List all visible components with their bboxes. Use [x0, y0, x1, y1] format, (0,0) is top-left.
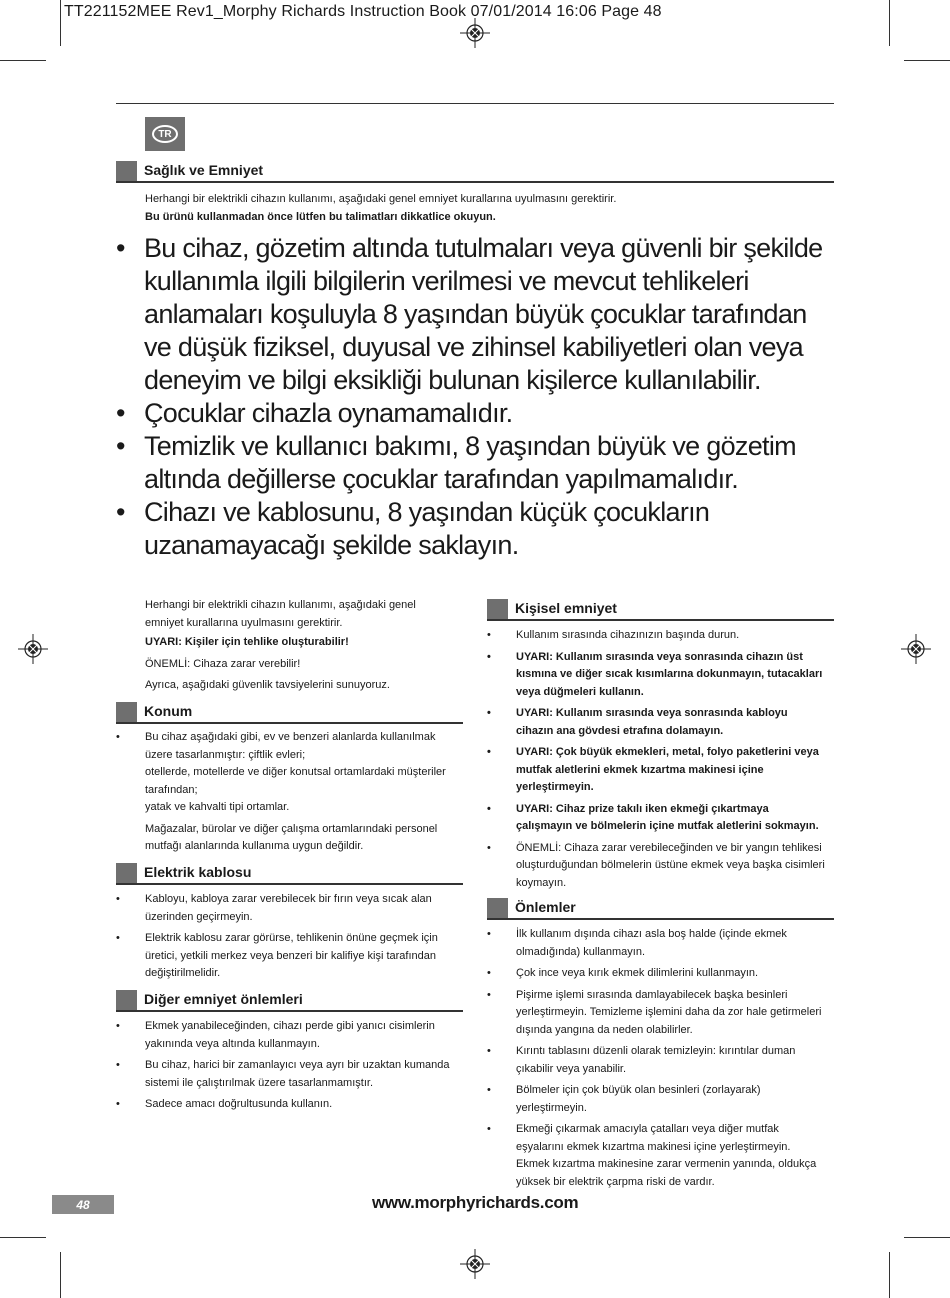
list-item	[487, 1121, 827, 1191]
list-item-text: İlk kullanım dışında cihazı asla boş halde (içinde ekmek olmadığında) kullanmayın.	[516, 928, 787, 958]
registration-mark-icon	[460, 1249, 490, 1279]
list-item-text: Ekmeği çıkarmak amacıyla çatalları veya diğer mutfak eşyalarını ekmek kızartma makinesi içine yerleştirmeyin. Ekmek kızartma makinesine zarar vermenin yanında, oldukça yüksek bir elektrik çarpma riski de vardır.	[516, 1123, 817, 1188]
list-item	[116, 1018, 461, 1053]
list-item-text: Kullanım sırasında cihazınızın başında durun.	[516, 629, 740, 641]
list-item	[487, 965, 827, 983]
section-header-personal-safety	[487, 599, 834, 621]
list-item-text: Pişirme işlemi sırasında damlayabilecek başka besinleri yerleştirmeyin. Temizleme işlemini daha da zor hale getirmeleri dışında yangına da neden olabilirler.	[516, 988, 822, 1036]
crop-mark	[0, 1237, 46, 1238]
list-item-text: Kabloyu, kabloya zarar verebilecek bir fırın veya sıcak alan üzerinden geçirmeyin.	[145, 893, 432, 923]
crop-mark	[904, 60, 950, 61]
section-title: Kişisel emniyet	[515, 600, 617, 616]
list-item	[487, 987, 827, 1040]
bullet: •	[487, 988, 491, 1001]
section-title: Sağlık ve Emniyet	[144, 162, 264, 178]
list-item-text: Çocuklar cihazla oynamamalıdır.	[144, 398, 513, 428]
section-header-location	[116, 702, 463, 724]
list-item-text: UYARI: Cihaz prize takılı iken ekmeği çıkartmaya çalışmayın ve bölmelerin içine mutfak aletlerini sokmayın.	[516, 802, 819, 832]
bullet: •	[487, 841, 491, 854]
list-item	[116, 496, 836, 562]
language-badge-label: TR	[152, 125, 178, 143]
bullet: •	[487, 928, 491, 940]
list-item	[487, 649, 827, 702]
top-rule	[116, 103, 834, 104]
list-item	[487, 744, 827, 797]
list-item	[487, 627, 827, 645]
section-marker	[487, 898, 508, 918]
list-item-text: yatak ve kahvalti tipi ortamlar.	[145, 801, 290, 813]
bullet: •	[116, 893, 120, 905]
list-item-text: Temizlik ve kullanıcı bakımı, 8 yaşından büyük ve gözetim altında değillerse çocuklar tarafından yapılmamalıdır.	[144, 431, 796, 494]
intro-bold-text: Bu ürünü kullanmadan önce lütfen bu talimatları dikkatlice okuyun.	[145, 210, 496, 223]
warning-text: UYARI: Kişiler için tehlike oluşturabilir!	[145, 636, 349, 648]
list-item-text: ÖNEMLİ: Cihaza zarar verebileceğinden ve bir yangın tehlikesi oluşturduğundan bölmelerin üstüne ekmek veya başka cisimleri koymayın.	[516, 841, 825, 889]
crop-mark	[904, 1237, 950, 1238]
bullet: •	[116, 1059, 120, 1071]
other-safety-list	[116, 1018, 461, 1118]
list-item-text: Bu cihaz, harici bir zamanlayıcı veya ayrı bir uzaktan kumanda sistemi ile çalıştırılmak üzere tasarlanmamıştır.	[145, 1059, 450, 1089]
bullet: •	[116, 1098, 120, 1110]
bullet: •	[487, 746, 491, 758]
language-badge	[145, 117, 185, 151]
section-marker	[116, 863, 137, 883]
bullet: •	[116, 1020, 120, 1032]
crop-mark	[0, 60, 46, 61]
section-marker	[116, 702, 137, 722]
list-item-text: otellerde, motellerde ve diğer konutsal ortamlardaki müşteriler tarafından;	[145, 766, 446, 796]
location-list	[116, 729, 461, 860]
bullet: •	[116, 431, 125, 461]
intro-text: Herhangi bir elektrikli cihazın kullanımı, aşağıdaki genel emniyet kurallarına uyulmasını gerektirir.	[145, 599, 416, 629]
website-url: www.morphyrichards.com	[372, 1193, 579, 1212]
bullet: •	[487, 1084, 491, 1096]
cable-list	[116, 891, 461, 987]
section-header-precautions	[487, 898, 834, 920]
child-safety-list	[116, 232, 836, 562]
list-item-text: UYARI: Çok büyük ekmekleri, metal, folyo paketlerini veya mutfak aletlerini ekmek kızartma makinesi içine yerleştirmeyin.	[516, 746, 819, 793]
list-item-text: Kırıntı tablasını düzenli olarak temizleyin: kırıntılar duman çıkabilir veya yanabilir.	[516, 1045, 796, 1075]
section-header-cable	[116, 863, 463, 885]
section-marker	[116, 161, 137, 181]
list-item	[116, 430, 836, 496]
list-item	[116, 729, 461, 856]
safety-intro	[145, 191, 835, 226]
list-item	[116, 232, 836, 397]
bullet: •	[487, 629, 491, 641]
list-item	[116, 891, 461, 926]
list-item-text: UYARI: Kullanım sırasında veya sonrasında kabloyu cihazın ana gövdesi etrafına dolamayın.	[516, 707, 788, 737]
crop-mark	[889, 1252, 890, 1298]
list-item-text: Çok ince veya kırık ekmek dilimlerini kullanmayın.	[516, 967, 759, 979]
section-title: Konum	[144, 703, 193, 719]
personal-safety-list	[487, 627, 827, 896]
print-header: TT221152MEE Rev1_Morphy Richards Instruction Book 07/01/2014 16:06 Page 48	[64, 3, 662, 20]
bullet: •	[487, 967, 491, 979]
list-item	[116, 397, 836, 430]
list-item	[116, 930, 461, 983]
list-item	[487, 1043, 827, 1078]
list-item	[487, 705, 827, 740]
list-item	[116, 1096, 461, 1114]
list-item-text: Sadece amacı doğrultusunda kullanın.	[145, 1098, 333, 1110]
list-item-text: Bu cihaz, gözetim altında tutulmaları veya güvenli bir şekilde kullanımla ilgili bilgilerin verilmesi ve mevcut tehlikeleri anlamaları koşuluyla 8 yaşından büyük çocuklar tarafından ve düşük fiziksel, duyusal ve zihinsel kabiliyetleri olan veya deneyim ve bilgi eksikliği bulunan kişilerce kullanılabilir.	[144, 233, 823, 395]
section-header-other-safety	[116, 990, 463, 1012]
bullet: •	[116, 731, 120, 743]
section-header-safety	[116, 161, 834, 183]
list-item-text: Elektrik kablosu zarar görürse, tehlikenin önüne geçmek için üretici, yetkili merkez veya benzeri bir kalifiye kişi tarafından değiştirilmelidir.	[145, 932, 438, 979]
list-item	[487, 840, 827, 893]
bullet: •	[487, 1045, 491, 1057]
list-item-text: Cihazı ve kablosunu, 8 yaşından küçük çocukların uzanamayacağı şekilde saklayın.	[144, 497, 710, 560]
bullet: •	[487, 802, 491, 815]
list-item	[487, 1082, 827, 1117]
crop-mark	[889, 0, 890, 46]
registration-mark-icon	[460, 18, 490, 48]
intro-text: Herhangi bir elektrikli cihazın kullanımı, aşağıdaki genel emniyet kurallarına uyulmasını gerektirir.	[145, 193, 617, 205]
section-marker	[116, 990, 137, 1010]
list-item	[116, 1057, 461, 1092]
registration-mark-icon	[18, 634, 48, 664]
bullet: •	[116, 497, 125, 527]
precautions-list	[487, 926, 827, 1195]
list-item-text: Mağazalar, bürolar ve diğer çalışma ortamlarındaki personel mutfağı alanlarında kullanıma uygun değildir.	[145, 822, 438, 852]
list-item-text: Ekmek yanabileceğinden, cihazı perde gibi yanıcı cisimlerin yakınında veya altında kullanmayın.	[145, 1020, 435, 1050]
section-title: Diğer emniyet önlemleri	[144, 991, 303, 1007]
section-title: Önlemler	[515, 899, 576, 915]
registration-mark-icon	[901, 634, 931, 664]
list-item-text: Bölmeler için çok büyük olan besinleri (zorlayarak) yerleştirmeyin.	[516, 1084, 761, 1114]
bullet: •	[487, 707, 491, 719]
also-text: Ayrıca, aşağıdaki güvenlik tavsiyelerini sunuyoruz.	[145, 679, 390, 691]
list-item	[487, 926, 827, 961]
bullet: •	[116, 932, 120, 944]
crop-mark	[60, 1252, 61, 1298]
list-item-text: Bu cihaz aşağıdaki gibi, ev ve benzeri alanlarda kullanılmak üzere tasarlanmıştır: çiftlik evleri;	[145, 731, 436, 761]
bullet: •	[487, 650, 491, 663]
section-title: Elektrik kablosu	[144, 864, 252, 880]
bullet: •	[487, 1123, 491, 1135]
bullet: •	[116, 233, 125, 263]
list-item-text: UYARI: Kullanım sırasında veya sonrasında cihazın üst kısmına ve diğer sıcak kısımlarına dokunmayın, tutacakları veya düğmeleri kullanın.	[516, 650, 823, 698]
crop-mark	[60, 0, 61, 46]
page-number: 48	[52, 1195, 114, 1214]
section-marker	[487, 599, 508, 619]
left-intro	[145, 597, 457, 695]
bullet: •	[116, 398, 125, 428]
list-item	[487, 801, 827, 836]
important-text: ÖNEMLİ: Cihaza zarar verebilir!	[145, 657, 301, 670]
